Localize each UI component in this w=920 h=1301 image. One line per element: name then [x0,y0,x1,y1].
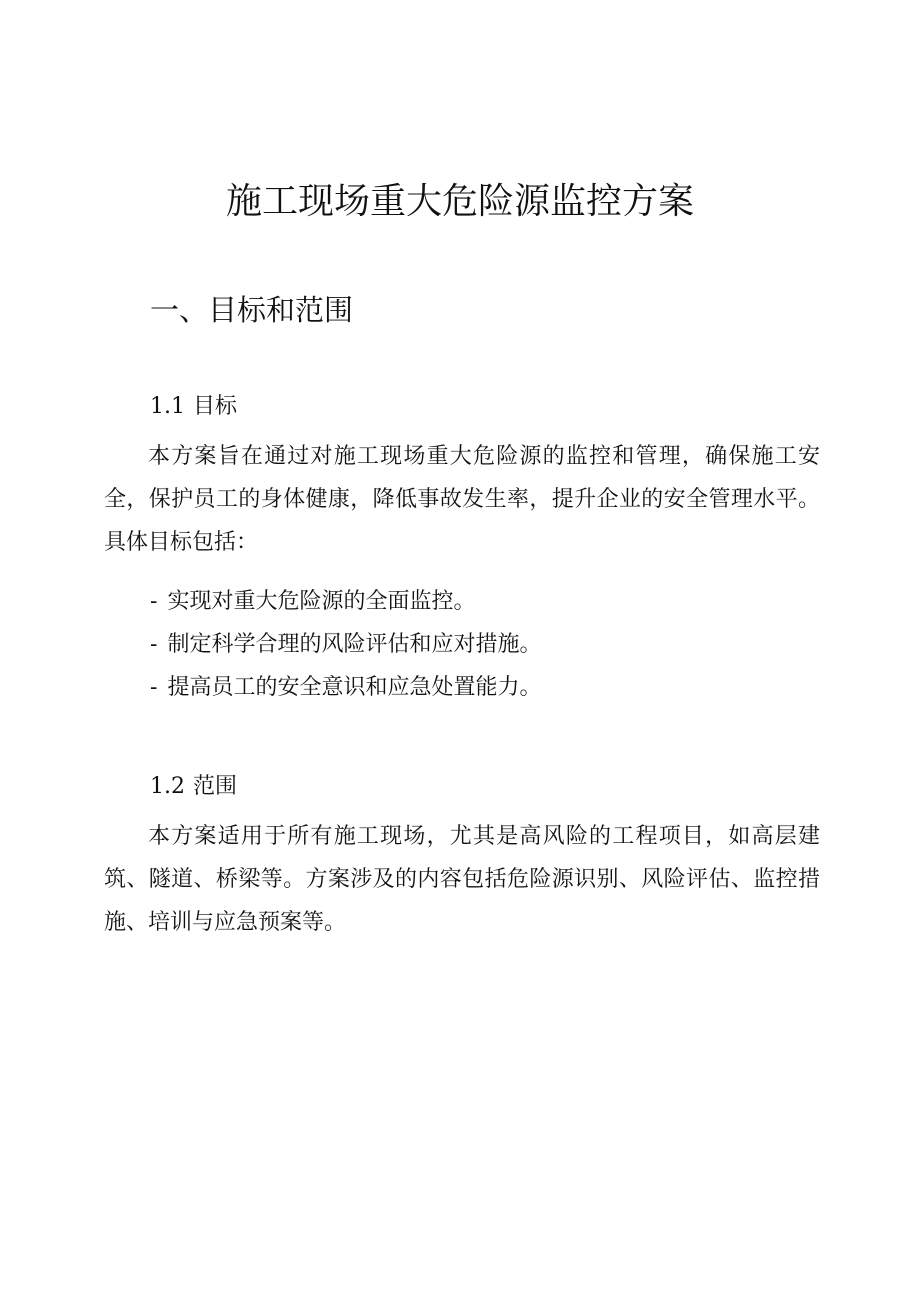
scope-paragraph: 本方案适用于所有施工现场，尤其是高风险的工程项目，如高层建筑、隧道、桥梁等。方案涉及的内容包括危险源识别、风险评估、监控措施、培训与应急预案等。 [104,824,820,935]
list-item-text: 实现对重大危险源的全面监控。 [167,589,476,614]
list-item [150,580,541,623]
subsection-heading-goal [150,392,237,422]
list-item-text: 提高员工的安全意识和应急处置能力。 [167,675,542,700]
goal-bullet-list [150,580,541,709]
list-item [150,623,541,666]
subsection-label: 目标 [193,394,238,419]
bullet-marker: - [150,632,158,657]
subsection-number: 1.1 [150,394,185,419]
subsection-number: 1.2 [150,774,185,799]
bullet-marker: - [150,589,158,614]
document-title: 施工现场重大危险源监控方案 [225,181,694,222]
goal-paragraph: 本方案旨在通过对施工现场重大危险源的监控和管理，确保施工安全，保护员工的身体健康，降低事故发生率，提升企业的安全管理水平。具体目标包括： [104,444,820,555]
section-heading: 一、目标和范围 [150,293,354,327]
list-item-text: 制定科学合理的风险评估和应对措施。 [167,632,542,657]
bullet-marker: - [150,675,158,700]
list-item [150,666,541,709]
subsection-label: 范围 [193,774,238,799]
subsection-heading-scope [150,772,237,802]
